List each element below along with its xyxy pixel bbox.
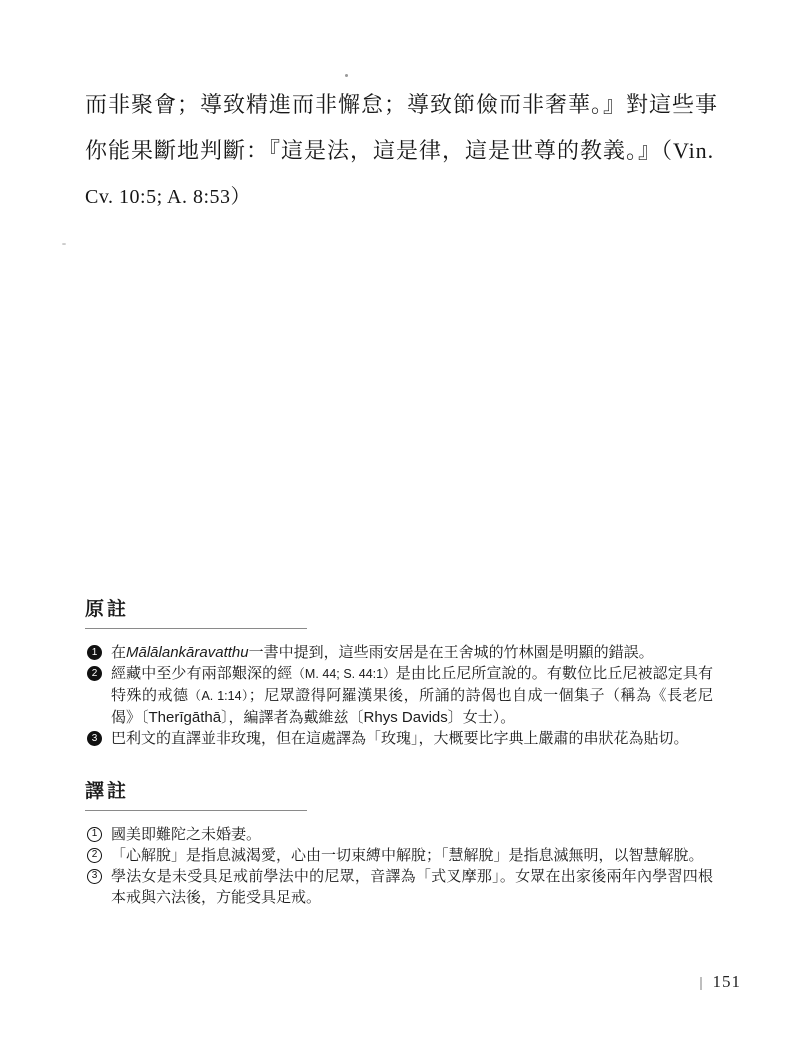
footer-separator-bar: | (699, 975, 704, 991)
note-item (85, 866, 713, 908)
note-item (85, 824, 713, 845)
note-text: 在Mālālankāravatthu一書中提到，這些雨安居是在王舍城的竹林園是明顯的錯誤。 (111, 644, 654, 661)
note-text: 學法女是未受具足戒前學法中的尼眾，音譯為「式叉摩那」。女眾在出家後兩年內學習四根本戒與六法後，方能受具足戒。 (111, 868, 713, 906)
note-text: 經藏中至少有兩部艱深的經（M. 44; S. 44:1）是由比丘尼所宣說的。有數位比丘尼被認定具有特殊的戒德（A. 1:14）；尼眾證得阿羅漢果後，所誦的詩偈也自成一個集子（稱為《長老尼偈》〔Therīgāthā〕，編譯者為戴維兹〔Rhys Davids〕女士）。 (111, 665, 713, 726)
section-heading-rule (85, 594, 307, 629)
note-text: 「心解脫」是指息滅渴愛，心由一切束縛中解脫；「慧解脫」是指息滅無明，以智慧解脫。 (111, 847, 704, 864)
scan-artifact (345, 74, 348, 77)
section-heading: 譯註 (85, 781, 130, 802)
note-number-marker: 2 (87, 666, 102, 681)
body-line: Cv. 10:5; A. 8:53） (85, 186, 252, 208)
note-number-marker: 3 (87, 731, 102, 746)
note-item (85, 845, 713, 866)
page-footer (699, 972, 741, 992)
note-number-marker: 3 (87, 869, 102, 884)
note-item (85, 663, 713, 728)
note-number-marker: 1 (87, 645, 102, 660)
note-item (85, 728, 713, 749)
main-paragraph (85, 82, 719, 220)
page-number: 151 (712, 972, 741, 991)
note-number-marker: 2 (87, 848, 102, 863)
note-text: 巴利文的直譯並非玫瑰，但在這處譯為「玫瑰」，大概要比字典上嚴肅的串狀花為貼切。 (111, 730, 689, 747)
notes-section (85, 776, 713, 908)
body-line: 你能果斷地判斷：『這是法，這是律，這是世尊的教義。』（Vin. (85, 138, 715, 163)
notes-sections (85, 594, 713, 908)
notes-section (85, 594, 713, 749)
note-items (85, 824, 713, 908)
section-heading: 原註 (85, 599, 130, 620)
body-line: 而非聚會；導致精進而非懈怠；導致節儉而非奢華。』對這些事 (85, 92, 719, 117)
scan-artifact (62, 243, 66, 245)
note-item (85, 642, 713, 663)
note-number-marker: 1 (87, 827, 102, 842)
note-items (85, 642, 713, 749)
section-heading-rule (85, 776, 307, 811)
note-text: 國美即難陀之未婚妻。 (111, 826, 262, 843)
